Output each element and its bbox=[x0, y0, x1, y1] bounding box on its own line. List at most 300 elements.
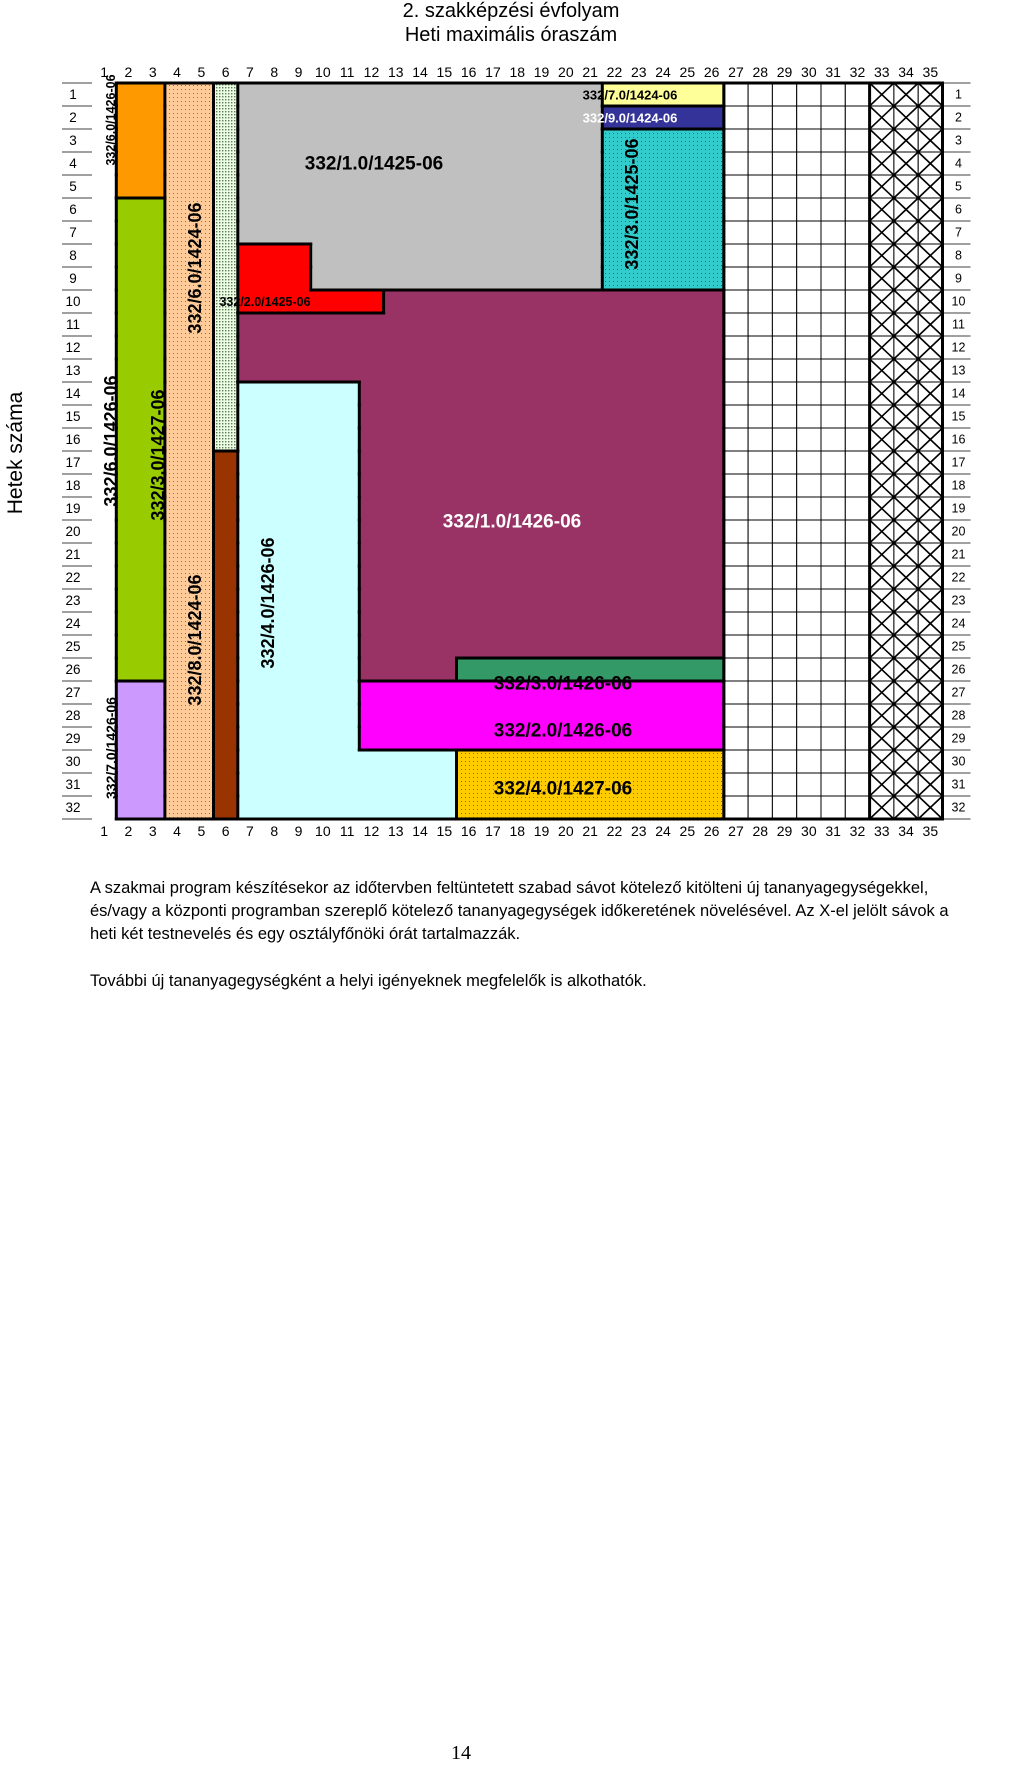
grid-cell bbox=[772, 704, 796, 727]
y-tick-label: 18 bbox=[65, 478, 81, 493]
x-tick-label: 33 bbox=[873, 64, 890, 80]
x-tick-label: 14 bbox=[412, 823, 428, 839]
x-tick-label: 2 bbox=[124, 64, 133, 80]
grid-cell bbox=[821, 428, 845, 451]
y-tick-label: 26 bbox=[65, 662, 81, 677]
block-332-3-0-1427-06-pattern bbox=[165, 83, 214, 819]
grid-cell bbox=[748, 474, 772, 497]
y-tick-label-right: 4 bbox=[955, 156, 962, 171]
x-tick-label: 19 bbox=[533, 823, 550, 839]
grid-cell bbox=[797, 773, 821, 796]
block-332-1-0-1425-06 bbox=[311, 244, 603, 291]
block-label: 332/4.0/1426-06 bbox=[258, 537, 278, 669]
grid-cell bbox=[821, 359, 845, 382]
y-tick-label-right: 32 bbox=[951, 800, 966, 815]
grid-cell bbox=[797, 336, 821, 359]
y-tick-label: 13 bbox=[65, 363, 81, 378]
y-tick-label: 29 bbox=[65, 731, 81, 746]
grid-cell bbox=[724, 359, 748, 382]
note-paragraph-1: A szakmai program készítésekor az időtervben feltüntetett szabad sávot kötelező kitölteni új tananyagegységekkel, és/vagy a központi programban szereplő kötelező tananyagegységek időkeretének növelésével. Az X-el jelölt sávok a heti két testnevelés és egy osztályfőnöki órát tartalmazzák. bbox=[90, 879, 949, 943]
grid-cell bbox=[797, 405, 821, 428]
x-tick-label: 27 bbox=[728, 64, 744, 80]
grid-cell bbox=[821, 129, 845, 152]
grid-cell bbox=[845, 566, 869, 589]
grid-cell bbox=[797, 382, 821, 405]
grid-cell bbox=[845, 773, 869, 796]
x-tick-label: 23 bbox=[630, 823, 647, 839]
grid-cell bbox=[748, 290, 772, 313]
y-tick-label-right: 10 bbox=[951, 294, 966, 309]
y-tick-label-right: 30 bbox=[951, 754, 966, 769]
grid-cell bbox=[821, 566, 845, 589]
block-label: 332/6.0/1426-06 bbox=[101, 375, 121, 507]
grid-cell bbox=[821, 612, 845, 635]
grid-cell bbox=[748, 83, 772, 106]
x-tick-label: 12 bbox=[363, 64, 380, 80]
grid-cell bbox=[772, 198, 796, 221]
x-tick-label: 1 bbox=[100, 64, 109, 80]
grid-cell bbox=[821, 750, 845, 773]
y-tick-label: 31 bbox=[65, 777, 81, 792]
y-axis-label: Hetek száma bbox=[4, 391, 27, 515]
x-tick-label: 16 bbox=[460, 64, 477, 80]
grid-cell bbox=[845, 428, 869, 451]
grid-cell bbox=[797, 474, 821, 497]
grid-cell bbox=[821, 474, 845, 497]
grid-cell bbox=[772, 497, 796, 520]
grid-cell bbox=[845, 635, 869, 658]
grid-cell bbox=[772, 451, 796, 474]
y-tick-label: 11 bbox=[65, 317, 81, 332]
grid-cell bbox=[772, 382, 796, 405]
grid-cell bbox=[821, 773, 845, 796]
block-label: 332/2.0/1425-06 bbox=[219, 295, 311, 309]
x-tick-label: 15 bbox=[436, 823, 453, 839]
y-tick-label: 16 bbox=[65, 432, 81, 447]
grid-cell bbox=[772, 428, 796, 451]
y-tick-label: 21 bbox=[65, 547, 81, 562]
grid-cell bbox=[797, 451, 821, 474]
grid-cell bbox=[724, 152, 748, 175]
y-tick-label-right: 21 bbox=[951, 547, 966, 562]
grid-cell bbox=[772, 290, 796, 313]
grid-cell bbox=[821, 727, 845, 750]
block-label: 332/4.0/1427-06 bbox=[493, 778, 633, 800]
grid-cell bbox=[821, 796, 845, 819]
grid-cell bbox=[748, 106, 772, 129]
grid-cell bbox=[748, 382, 772, 405]
grid-cell bbox=[845, 313, 869, 336]
x-tick-label: 16 bbox=[460, 823, 477, 839]
x-tick-label: 35 bbox=[922, 823, 939, 839]
x-tick-label: 25 bbox=[679, 823, 696, 839]
x-tick-label: 17 bbox=[485, 64, 501, 80]
y-tick-label: 14 bbox=[65, 386, 81, 401]
grid-cell bbox=[724, 773, 748, 796]
x-tick-label: 30 bbox=[801, 64, 817, 80]
grid-cell bbox=[724, 658, 748, 681]
grid-cell bbox=[748, 336, 772, 359]
grid-cell bbox=[845, 543, 869, 566]
x-tick-label: 17 bbox=[485, 823, 501, 839]
grid-cell bbox=[797, 520, 821, 543]
grid-cell bbox=[845, 106, 869, 129]
x-tick-label: 5 bbox=[197, 823, 206, 839]
block-332-7-0-1426-06 bbox=[116, 681, 165, 820]
x-tick-label: 6 bbox=[221, 64, 230, 80]
y-tick-label: 32 bbox=[65, 800, 81, 815]
block-332-2-0-1425-06 bbox=[311, 290, 385, 314]
y-tick-label-right: 15 bbox=[951, 409, 966, 424]
grid-cell bbox=[748, 497, 772, 520]
y-tick-label: 19 bbox=[65, 501, 81, 516]
x-tick-label: 18 bbox=[509, 823, 526, 839]
grid-cell bbox=[845, 451, 869, 474]
grid-cell bbox=[797, 244, 821, 267]
grid-cell bbox=[724, 681, 748, 704]
grid-cell bbox=[797, 313, 821, 336]
grid-cell bbox=[748, 359, 772, 382]
grid-cell bbox=[724, 497, 748, 520]
y-tick-label-right: 25 bbox=[951, 639, 966, 654]
grid-cell bbox=[724, 727, 748, 750]
grid-cell bbox=[748, 198, 772, 221]
x-tick-label: 9 bbox=[294, 823, 303, 839]
grid-cell bbox=[845, 658, 869, 681]
x-tick-label: 11 bbox=[339, 823, 355, 839]
grid-cell bbox=[821, 221, 845, 244]
x-tick-label: 26 bbox=[703, 823, 720, 839]
block-label: 332/9.0/1424-06 bbox=[582, 110, 678, 126]
y-tick-label-right: 7 bbox=[955, 225, 962, 240]
y-tick-label: 27 bbox=[65, 685, 81, 700]
x-tick-label: 5 bbox=[197, 64, 206, 80]
x-tick-label: 21 bbox=[582, 64, 598, 80]
x-tick-label: 22 bbox=[606, 823, 623, 839]
x-tick-label: 10 bbox=[315, 64, 331, 80]
y-tick-label-right: 14 bbox=[951, 386, 966, 401]
grid-cell bbox=[772, 359, 796, 382]
grid-cell bbox=[772, 727, 796, 750]
grid-cell bbox=[724, 290, 748, 313]
grid-cell bbox=[772, 543, 796, 566]
grid-cell bbox=[724, 566, 748, 589]
y-tick-label-right: 17 bbox=[951, 455, 966, 470]
block-332-1-0-1426-06 bbox=[384, 290, 725, 360]
x-tick-label: 20 bbox=[558, 64, 574, 80]
x-tick-label: 19 bbox=[533, 64, 550, 80]
y-tick-label-right: 6 bbox=[955, 202, 962, 217]
x-tick-label: 31 bbox=[825, 64, 841, 80]
x-tick-label: 11 bbox=[339, 64, 355, 80]
y-tick-label: 4 bbox=[69, 156, 77, 171]
block-332-3-0-1425-06-pattern bbox=[602, 129, 724, 313]
grid-cell bbox=[724, 704, 748, 727]
grid-cell bbox=[748, 566, 772, 589]
y-tick-label-right: 16 bbox=[951, 432, 966, 447]
grid-cell bbox=[845, 750, 869, 773]
block-label: 332/6.0/1424-06 bbox=[185, 202, 205, 334]
grid-cell bbox=[845, 290, 869, 313]
grid-cell bbox=[724, 796, 748, 819]
grid-cell bbox=[724, 336, 748, 359]
grid-cell bbox=[748, 681, 772, 704]
block-label: 332/1.0/1426-06 bbox=[442, 511, 582, 533]
y-tick-label: 25 bbox=[65, 639, 81, 654]
y-tick-label-right: 19 bbox=[951, 501, 966, 516]
block-label: 332/2.0/1426-06 bbox=[493, 720, 633, 742]
x-tick-label: 28 bbox=[752, 64, 769, 80]
grid-cell bbox=[748, 773, 772, 796]
y-tick-label: 9 bbox=[69, 271, 77, 286]
grid-cell bbox=[748, 313, 772, 336]
grid-cell bbox=[797, 221, 821, 244]
x-tick-label: 30 bbox=[801, 823, 817, 839]
x-tick-label: 20 bbox=[558, 823, 574, 839]
grid-cell bbox=[845, 520, 869, 543]
grid-cell bbox=[772, 175, 796, 198]
grid-cell bbox=[748, 612, 772, 635]
block-label: 332/3.0/1427-06 bbox=[148, 389, 168, 521]
y-tick-label-right: 8 bbox=[955, 248, 962, 263]
grid-cell bbox=[821, 336, 845, 359]
grid-cell bbox=[772, 336, 796, 359]
block-332-8-0-1424-06 bbox=[214, 451, 239, 820]
x-tick-label: 3 bbox=[148, 823, 157, 839]
y-tick-label: 20 bbox=[65, 524, 81, 539]
block-label: 332/7.0/1424-06 bbox=[582, 87, 678, 103]
grid-cell bbox=[772, 566, 796, 589]
grid-cell bbox=[845, 359, 869, 382]
x-tick-label: 18 bbox=[509, 64, 526, 80]
y-tick-label-right: 18 bbox=[951, 478, 966, 493]
grid-cell bbox=[748, 704, 772, 727]
grid-cell bbox=[724, 129, 748, 152]
grid-cell bbox=[772, 773, 796, 796]
grid-cell bbox=[724, 244, 748, 267]
y-tick-label-right: 2 bbox=[955, 110, 962, 125]
grid-cell bbox=[821, 658, 845, 681]
y-tick-label-right: 26 bbox=[951, 662, 966, 677]
x-tick-label: 32 bbox=[849, 823, 866, 839]
grid-cell bbox=[845, 497, 869, 520]
block-332-6-0-1424-06-pattern bbox=[214, 83, 238, 451]
x-tick-label: 29 bbox=[776, 64, 793, 80]
y-tick-label-right: 28 bbox=[951, 708, 966, 723]
grid-cell bbox=[797, 589, 821, 612]
y-tick-label: 5 bbox=[69, 179, 77, 194]
grid-cell bbox=[724, 83, 748, 106]
grid-cell bbox=[821, 175, 845, 198]
block-label: 332/6.0/1426-06 bbox=[104, 74, 118, 166]
title-line-1: 2. szakképzési évfolyam bbox=[402, 0, 620, 22]
block-332-4-0-1426-06 bbox=[359, 750, 457, 820]
grid-cell bbox=[748, 405, 772, 428]
grid-cell bbox=[772, 520, 796, 543]
grid-cell bbox=[845, 727, 869, 750]
grid-cell bbox=[748, 428, 772, 451]
grid-cell bbox=[772, 635, 796, 658]
y-tick-label: 2 bbox=[69, 110, 77, 125]
grid-cell bbox=[797, 359, 821, 382]
grid-cell bbox=[772, 612, 796, 635]
grid-cell bbox=[845, 129, 869, 152]
grid-cell bbox=[724, 428, 748, 451]
grid-cell bbox=[748, 635, 772, 658]
block-332-4-0-1426-06 bbox=[238, 382, 360, 820]
schedule-chart bbox=[0, 0, 966, 850]
grid-cell bbox=[748, 727, 772, 750]
title-line-2: Heti maximális óraszám bbox=[404, 24, 618, 46]
y-tick-label-right: 22 bbox=[951, 570, 966, 585]
grid-cell bbox=[772, 589, 796, 612]
grid-cell bbox=[845, 244, 869, 267]
grid-cell bbox=[797, 175, 821, 198]
y-tick-label-right: 9 bbox=[955, 271, 962, 286]
grid-cell bbox=[821, 290, 845, 313]
grid-cell bbox=[797, 612, 821, 635]
x-tick-label: 29 bbox=[776, 823, 793, 839]
y-tick-label: 7 bbox=[69, 225, 77, 240]
grid-cell bbox=[845, 589, 869, 612]
grid-cell bbox=[772, 83, 796, 106]
grid-cell bbox=[724, 474, 748, 497]
y-tick-label-right: 24 bbox=[951, 616, 966, 631]
grid-cell bbox=[821, 405, 845, 428]
grid-cell bbox=[724, 106, 748, 129]
grid-cell bbox=[772, 129, 796, 152]
grid-cell bbox=[772, 750, 796, 773]
y-tick-label-right: 5 bbox=[955, 179, 962, 194]
x-tick-label: 6 bbox=[221, 823, 230, 839]
x-tick-label: 8 bbox=[270, 64, 279, 80]
block-332-1-0-1426-06 bbox=[359, 658, 457, 682]
grid-cell bbox=[797, 543, 821, 566]
grid-cell bbox=[821, 198, 845, 221]
grid-cell bbox=[748, 796, 772, 819]
grid-cell bbox=[797, 106, 821, 129]
x-tick-label: 34 bbox=[898, 823, 914, 839]
y-tick-label: 15 bbox=[65, 409, 81, 424]
y-tick-label: 23 bbox=[65, 593, 81, 608]
grid-cell bbox=[748, 543, 772, 566]
grid-cell bbox=[821, 497, 845, 520]
y-tick-label: 30 bbox=[65, 754, 81, 769]
x-tick-label: 28 bbox=[752, 823, 769, 839]
x-tick-label: 12 bbox=[363, 823, 380, 839]
x-tick-label: 31 bbox=[825, 823, 841, 839]
grid-cell bbox=[845, 198, 869, 221]
x-tick-label: 25 bbox=[679, 64, 696, 80]
x-tick-label: 21 bbox=[582, 823, 598, 839]
grid-cell bbox=[797, 750, 821, 773]
grid-cell bbox=[772, 152, 796, 175]
grid-cell bbox=[724, 382, 748, 405]
x-tick-label: 24 bbox=[655, 823, 671, 839]
grid-cell bbox=[821, 267, 845, 290]
grid-cell bbox=[748, 658, 772, 681]
x-tick-label: 15 bbox=[436, 64, 453, 80]
grid-cell bbox=[821, 543, 845, 566]
x-tick-label: 32 bbox=[849, 64, 866, 80]
grid-cell bbox=[772, 658, 796, 681]
block-label: 332/3.0/1425-06 bbox=[622, 138, 642, 270]
grid-cell bbox=[724, 543, 748, 566]
grid-cell bbox=[797, 152, 821, 175]
y-tick-label-right: 3 bbox=[955, 133, 962, 148]
grid-cell bbox=[821, 106, 845, 129]
grid-cell bbox=[821, 635, 845, 658]
grid-cell bbox=[821, 451, 845, 474]
grid-cell bbox=[748, 129, 772, 152]
grid-cell bbox=[748, 451, 772, 474]
grid-cell bbox=[724, 221, 748, 244]
grid-cell bbox=[797, 129, 821, 152]
page-number: 14 bbox=[451, 1742, 471, 1764]
grid-cell bbox=[772, 244, 796, 267]
grid-cell bbox=[748, 750, 772, 773]
grid-cell bbox=[821, 83, 845, 106]
block-label: 332/3.0/1426-06 bbox=[493, 673, 633, 695]
y-tick-label: 10 bbox=[65, 294, 81, 309]
grid-cell bbox=[797, 83, 821, 106]
grid-cell bbox=[845, 796, 869, 819]
grid-cell bbox=[797, 796, 821, 819]
grid-cell bbox=[748, 589, 772, 612]
y-tick-label: 28 bbox=[65, 708, 81, 723]
grid-cell bbox=[821, 313, 845, 336]
grid-cell bbox=[797, 681, 821, 704]
y-tick-label-right: 20 bbox=[951, 524, 966, 539]
x-tick-label: 24 bbox=[655, 64, 671, 80]
y-tick-label-right: 11 bbox=[952, 317, 965, 332]
y-tick-label: 24 bbox=[65, 616, 81, 631]
grid-cell bbox=[845, 405, 869, 428]
grid-cell bbox=[797, 658, 821, 681]
grid-cell bbox=[845, 681, 869, 704]
grid-cell bbox=[724, 635, 748, 658]
y-tick-label-right: 12 bbox=[951, 340, 966, 355]
grid-cell bbox=[845, 612, 869, 635]
x-tick-label: 4 bbox=[173, 64, 181, 80]
grid-cell bbox=[748, 152, 772, 175]
y-tick-label: 22 bbox=[65, 570, 81, 585]
grid-cell bbox=[821, 244, 845, 267]
x-tick-label: 27 bbox=[728, 823, 744, 839]
grid-cell bbox=[724, 198, 748, 221]
grid-cell bbox=[724, 520, 748, 543]
x-tick-label: 8 bbox=[270, 823, 279, 839]
grid-cell bbox=[748, 175, 772, 198]
grid-cell bbox=[845, 152, 869, 175]
grid-cell bbox=[724, 612, 748, 635]
x-tick-label: 2 bbox=[124, 823, 133, 839]
x-tick-label: 13 bbox=[387, 64, 404, 80]
grid-cell bbox=[845, 221, 869, 244]
grid-cell bbox=[797, 635, 821, 658]
grid-cell bbox=[845, 474, 869, 497]
grid-cell bbox=[724, 267, 748, 290]
block-label: 332/1.0/1425-06 bbox=[304, 153, 444, 175]
grid-cell bbox=[772, 474, 796, 497]
x-tick-label: 7 bbox=[246, 64, 254, 80]
grid-cell bbox=[748, 520, 772, 543]
grid-cell bbox=[821, 589, 845, 612]
x-tick-label: 7 bbox=[246, 823, 254, 839]
grid-cell bbox=[724, 589, 748, 612]
y-tick-label-right: 1 bbox=[955, 87, 962, 102]
grid-cell bbox=[845, 267, 869, 290]
